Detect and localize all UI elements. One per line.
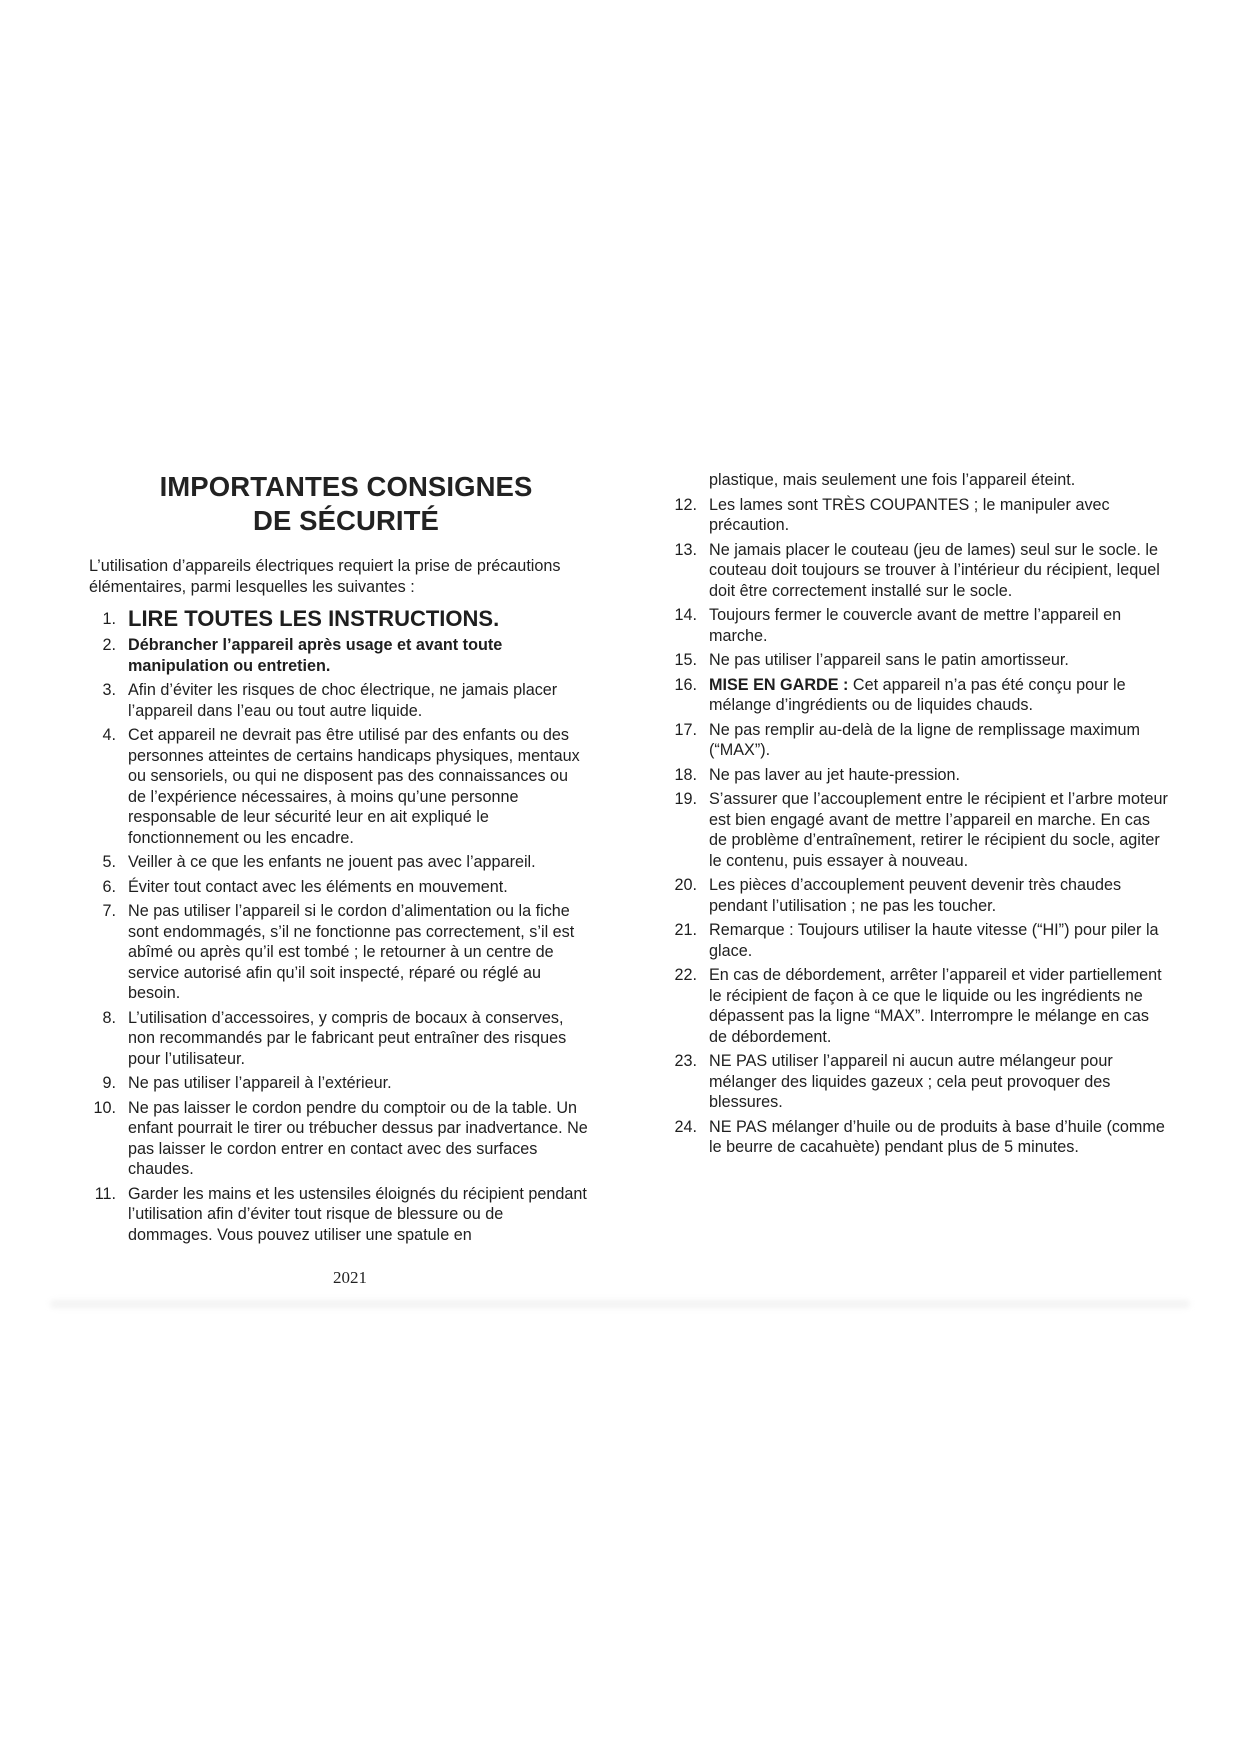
item-number: 11. (94, 1184, 116, 1203)
list-item-15 (670, 650, 1170, 671)
list-item-22 (670, 965, 1170, 1047)
item-number: 18. (674, 765, 697, 784)
item-number: 20. (674, 876, 697, 894)
list-item-11-continued: plastique, mais seulement une fois l’appareil éteint. (709, 471, 1076, 489)
item-number: 23. (674, 1052, 697, 1070)
item-number: 5. (102, 853, 116, 871)
list-item-2 (89, 635, 589, 676)
item-text: Veiller à ce que les enfants ne jouent pas avec l’appareil. (128, 853, 536, 871)
item-text: L’utilisation d’accessoires, y compris de bocaux à conserves, non recommandés par le fabricant peut entraîner des risques pour l’utilisateur. (128, 1008, 567, 1068)
page-number: 2021 (333, 1268, 367, 1287)
list-item-14 (670, 605, 1170, 646)
item-text: S’assurer que l’accouplement entre le récipient et l’arbre moteur est bien engagé avant de mettre l’appareil en marche. En cas de problème d’entraînement, retirer le récipient du socle, agiter le contenu, puis essayer à nouveau. (709, 790, 1168, 870)
left-column (89, 470, 589, 1249)
item-text: Débrancher l’appareil après usage et avant toute manipulation ou entretien. (128, 636, 503, 675)
list-item-23 (670, 1051, 1170, 1113)
item-text: En cas de débordement, arrêter l’appareil et vider partiellement le récipient de façon à ce que le liquide ou les ingrédients ne dépassent pas la ligne “MAX”. Interrompre le mélange en cas de débordement. (709, 966, 1162, 1046)
item-number: 12. (674, 495, 697, 514)
item-number: 21. (674, 921, 697, 939)
item-number: 14. (674, 606, 697, 624)
list-item-24 (670, 1117, 1170, 1158)
right-column (670, 470, 1170, 1162)
list-item-6 (89, 877, 589, 898)
list-item-13 (670, 540, 1170, 602)
list-item-17 (670, 720, 1170, 761)
safety-list-left (89, 605, 589, 1245)
list-item-11 (89, 1184, 589, 1246)
list-item-16 (670, 675, 1170, 716)
safety-list-right (670, 495, 1170, 1158)
page-title (96, 470, 596, 538)
item-text: Ne jamais placer le couteau (jeu de lames) seul sur le socle. le couteau doit toujours se trouver à l’intérieur du récipient, lequel doit être correctement installé sur le socle. (709, 540, 1160, 600)
item-number: 24. (674, 1117, 697, 1136)
item-number: 17. (674, 720, 697, 739)
item-text: Cet appareil n’a pas été conçu pour le mélange d’ingrédients ou de liquides chauds. (709, 675, 1126, 714)
list-item-7 (89, 901, 589, 1004)
list-item-1 (89, 605, 589, 633)
item-number: 6. (102, 877, 116, 896)
item-number: 7. (102, 902, 116, 920)
list-item-4 (89, 725, 589, 848)
item-text: Ne pas utiliser l’appareil sans le patin amortisseur. (709, 651, 1069, 669)
item-text: Les pièces d’accouplement peuvent devenir très chaudes pendant l’utilisation ; ne pas les toucher. (709, 876, 1122, 915)
list-item-18 (670, 765, 1170, 786)
item-number: 8. (102, 1008, 116, 1027)
list-item-21 (670, 920, 1170, 961)
item-text: Garder les mains et les ustensiles éloignés du récipient pendant l’utilisation afin d’éviter tout risque de blessure ou de dommages. Vous pouvez utiliser une spatule en (128, 1184, 587, 1244)
item-number: 9. (102, 1074, 116, 1092)
item-number: 2. (102, 636, 116, 654)
item-text: Les lames sont TRÈS COUPANTES ; le manipuler avec précaution. (709, 495, 1110, 534)
item-text: LIRE TOUTES LES INSTRUCTIONS. (128, 606, 500, 631)
list-item-3 (89, 680, 589, 721)
page-edge-shadow (50, 1300, 1190, 1308)
title-line-2: DE SÉCURITÉ (253, 505, 439, 536)
item-number: 22. (674, 966, 697, 984)
item-text: Ne pas utiliser l’appareil à l’extérieur. (128, 1074, 392, 1092)
list-item-19 (670, 789, 1170, 871)
list-item-20 (670, 875, 1170, 916)
list-item-9 (89, 1073, 589, 1094)
item-number: 10. (93, 1098, 116, 1117)
item-text: Ne pas laisser le cordon pendre du comptoir ou de la table. Un enfant pourrait le tirer ou trébucher dessus par inadvertance. Ne pas laisser le cordon entrer en contact avec des surfaces chaudes. (128, 1098, 588, 1178)
item-number: 16. (674, 675, 697, 694)
intro-paragraph: L’utilisation d’appareils électriques requiert la prise de précautions élémentaires, parmi lesquelles les suivantes : (89, 557, 561, 596)
item-number: 13. (674, 540, 697, 559)
item-text: Toujours fermer le couvercle avant de mettre l’appareil en marche. (709, 606, 1122, 645)
item-number: 4. (102, 726, 116, 744)
item-text: Ne pas remplir au-delà de la ligne de remplissage maximum (“MAX”). (709, 720, 1140, 759)
item-text: Ne pas utiliser l’appareil si le cordon d’alimentation ou la fiche sont endommagés, s’il ne fonctionne pas correctement, s’il est abîmé ou après qu’il est tombé ; le retourner à un centre de service autorisé afin qu’il soit inspecté, réparé ou réglé au besoin. (128, 902, 575, 1002)
item-number: 3. (102, 681, 116, 699)
item-text: Afin d’éviter les risques de choc électrique, ne jamais placer l’appareil dans l’eau ou tout autre liquide. (128, 681, 558, 720)
item-text: Éviter tout contact avec les éléments en mouvement. (128, 877, 508, 896)
item-text: NE PAS utiliser l’appareil ni aucun autre mélangeur pour mélanger des liquides gazeux ; cela peut provoquer des blessures. (709, 1052, 1113, 1111)
list-item-8 (89, 1008, 589, 1070)
item-text: Cet appareil ne devrait pas être utilisé par des enfants ou des personnes atteintes de certains handicaps physiques, mentaux ou sensoriels, ou qui ne disposent pas des connaissances ou de l’expérience nécessaires, à moins qu’une personne responsable de leur sécurité leur en ait expliqué le fonctionnement ou les encadre. (128, 726, 580, 847)
item-number: 1. (102, 610, 116, 628)
list-item-10 (89, 1098, 589, 1180)
item-text: Remarque : Toujours utiliser la haute vitesse (“HI”) pour piler la glace. (709, 921, 1159, 960)
item-number: 15. (674, 651, 697, 669)
warning-label: MISE EN GARDE : (709, 675, 849, 694)
list-item-12 (670, 495, 1170, 536)
list-item-5 (89, 852, 589, 873)
title-line-1: IMPORTANTES CONSIGNES (159, 471, 533, 502)
item-text: NE PAS mélanger d’huile ou de produits à base d’huile (comme le beurre de cacahuète) pendant plus de 5 minutes. (709, 1117, 1165, 1156)
item-text: Ne pas laver au jet haute-pression. (709, 765, 961, 784)
item-number: 19. (674, 790, 697, 808)
